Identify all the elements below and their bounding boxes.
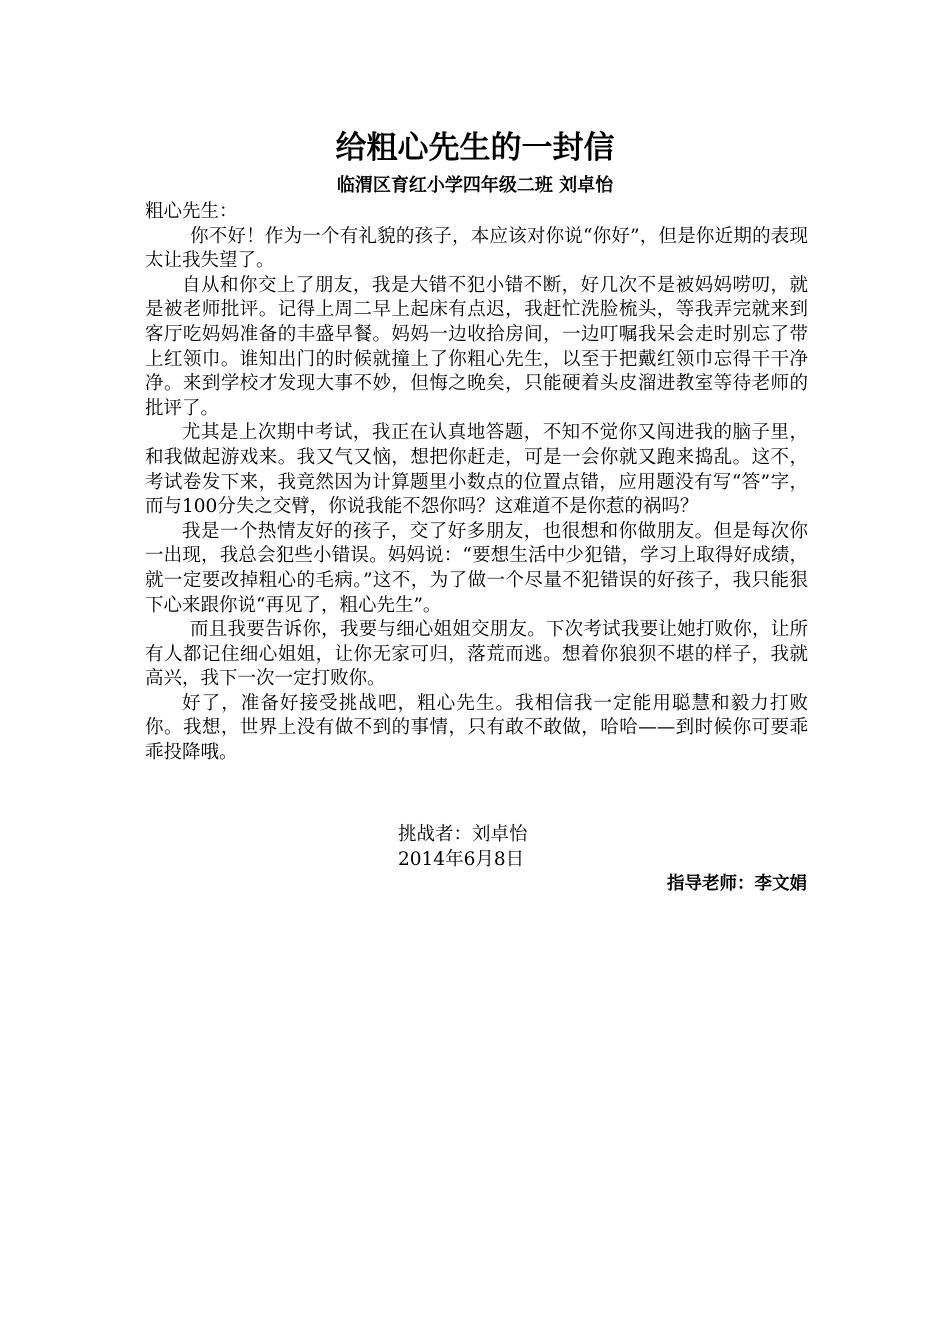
letter-body <box>145 200 808 766</box>
signature: 挑战者：刘卓怡 <box>398 824 528 845</box>
document-title: 给粗心先生的一封信 <box>335 130 615 166</box>
paragraph-5: 而且我要告诉你，我要与细心姐姐交朋友。下次考试我要让她打败你，让所有人都记住细心姐姐，让你无家可归，落荒而逃。想着你狼狈不堪的样子，我就高兴，我下一次一定打败你。 <box>145 619 808 690</box>
signature-block <box>398 822 528 872</box>
teacher-credit: 指导老师：李文娟 <box>667 874 807 894</box>
paragraph-3: 尤其是上次期中考试，我正在认真地答题，不知不觉你又闯进我的脑子里，和我做起游戏来。我又气又恼，想把你赶走，可是一会你就又跑来捣乱。这不，考试卷发下来，我竟然因为计算题里小数点的位置点错，应用题没有写“答”字，而与100分失之交臂，你说我能不怨你吗？这难道不是你惹的祸吗？ <box>145 422 808 518</box>
salutation: 粗心先生： <box>145 201 238 222</box>
paragraph-6: 好了，准备好接受挑战吧，粗心先生。我相信我一定能用聪慧和毅力打败你。我想，世界上没有做不到的事情，只有敢不敢做，哈哈——到时候你可要乖乖投降哦。 <box>145 692 808 764</box>
paragraph-2: 自从和你交上了朋友，我是大错不犯小错不断，好几次不是被妈妈唠叨，就是被老师批评。记得上周二早上起床有点迟，我赶忙洗脸梳头，等我弄完就来到客厅吃妈妈准备的丰盛早餐。妈妈一边收拾房间，一边叮嘱我呆会走时别忘了带上红领巾。谁知出门的时候就撞上了你粗心先生，以至于把戴红领巾忘得干干净净。来到学校才发现大事不妙，但悔之晚矣，只能硬着头皮溜进教室等待老师的批评了。 <box>145 274 808 419</box>
date: 2014年6月8日 <box>398 849 525 870</box>
paragraph-4: 我是一个热情友好的孩子，交了好多朋友，也很想和你做朋友。但是每次你一出现，我总会犯些小错误。妈妈说：“要想生活中少犯错，学习上取得好成绩，就一定要改掉粗心的毛病。”这不，为了做一个尽量不犯错误的好孩子，我只能狠下心来跟你说“再见了，粗心先生”。 <box>145 520 808 616</box>
paragraph-1: 你不好！作为一个有礼貌的孩子，本应该对你说“你好”，但是你近期的表现太让我失望了。 <box>145 225 808 272</box>
document-subtitle: 临渭区育红小学四年级二班 刘卓怡 <box>336 175 614 196</box>
